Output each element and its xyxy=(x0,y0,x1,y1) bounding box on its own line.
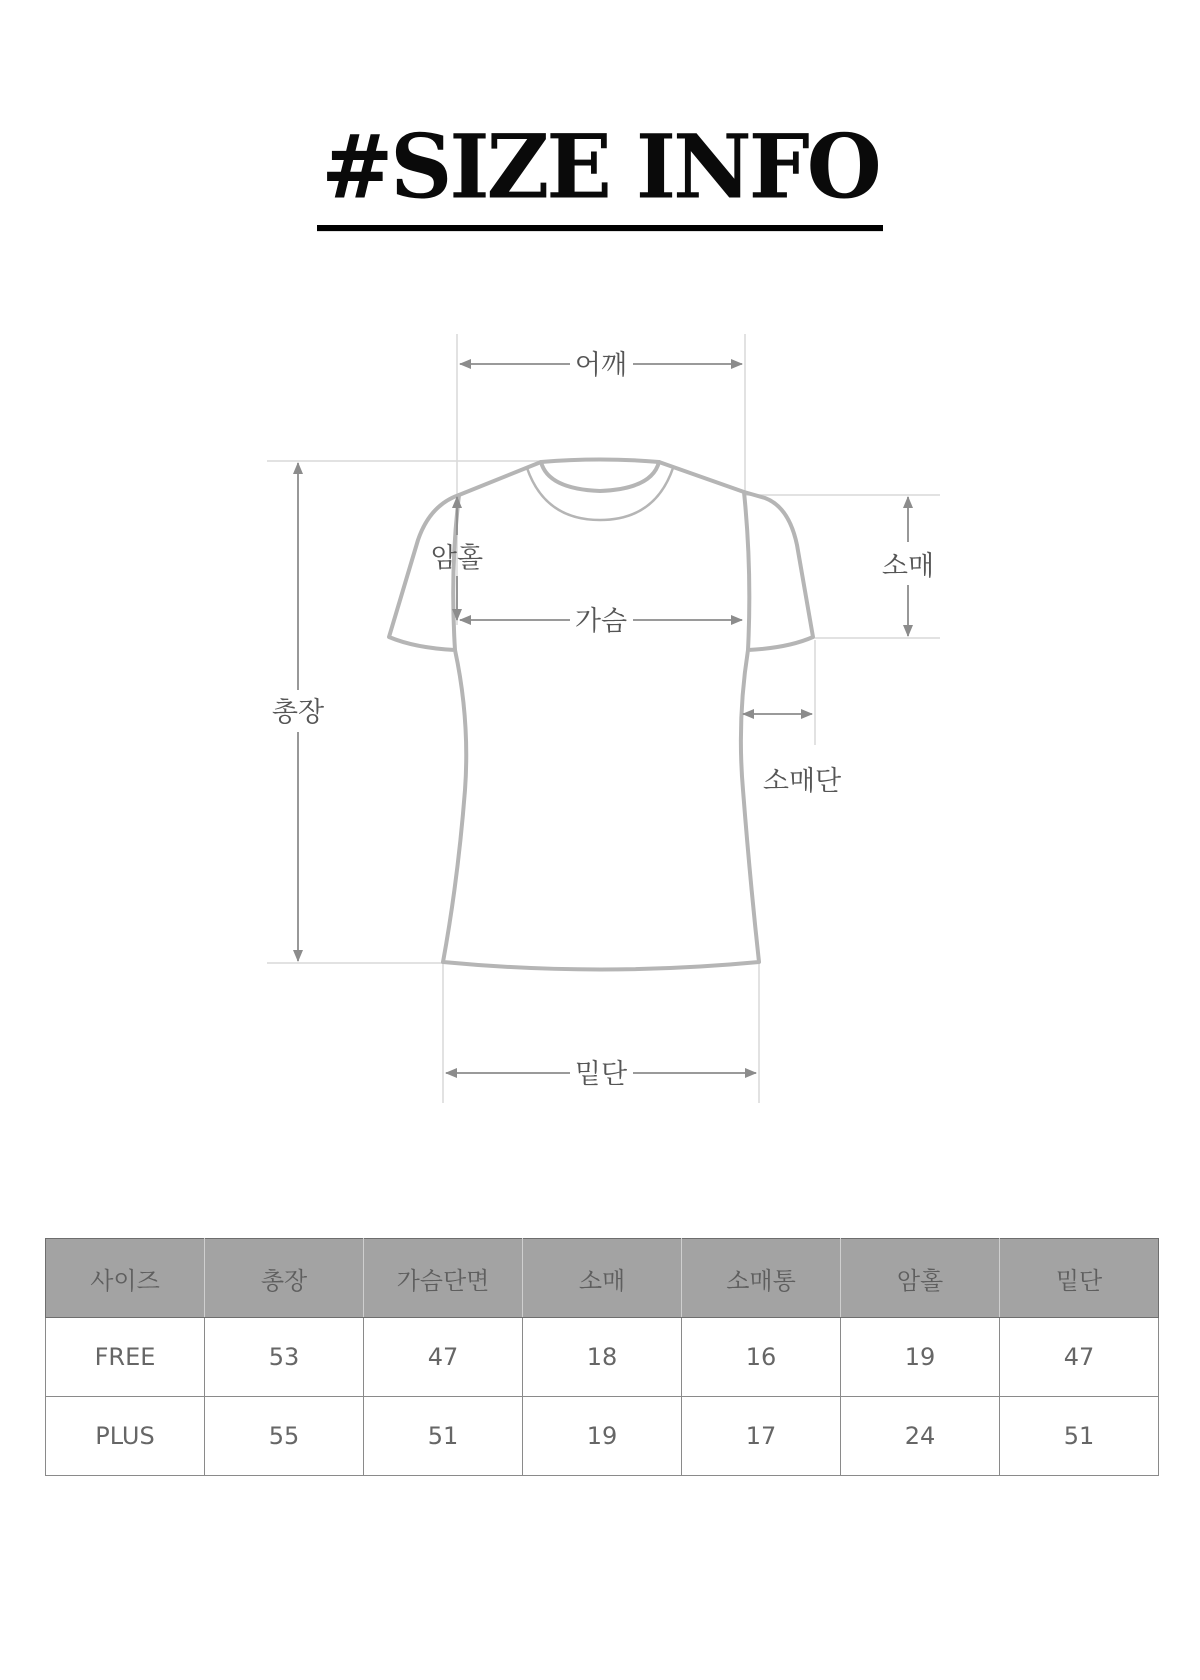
table-cell: 53 xyxy=(205,1318,364,1397)
table-cell: 47 xyxy=(364,1318,523,1397)
table-row xyxy=(46,1397,1159,1476)
label-sleeve: 소매 xyxy=(881,551,935,582)
table-row xyxy=(46,1318,1159,1397)
table-cell: 19 xyxy=(523,1397,682,1476)
table-cell: 19 xyxy=(841,1318,1000,1397)
header-sleeve-width: 소매통 xyxy=(682,1239,841,1318)
table-header-row xyxy=(46,1239,1159,1318)
label-armhole: 암홀 xyxy=(430,543,484,574)
table-cell: 18 xyxy=(523,1318,682,1397)
header-armhole: 암홀 xyxy=(841,1239,1000,1318)
table-cell: 47 xyxy=(1000,1318,1159,1397)
guide-lines xyxy=(267,334,940,1103)
table-cell: PLUS xyxy=(46,1397,205,1476)
header-total-length: 총장 xyxy=(205,1239,364,1318)
header-chest-width: 가슴단면 xyxy=(364,1239,523,1318)
table-cell: 55 xyxy=(205,1397,364,1476)
table-cell: 24 xyxy=(841,1397,1000,1476)
header-sleeve: 소매 xyxy=(523,1239,682,1318)
table-cell: 51 xyxy=(1000,1397,1159,1476)
table-cell: 51 xyxy=(364,1397,523,1476)
label-shoulder: 어깨 xyxy=(574,350,628,381)
label-total-length: 총장 xyxy=(271,697,325,728)
size-table xyxy=(45,1238,1159,1476)
label-sleeve-hem: 소매단 xyxy=(762,766,842,797)
table-cell: 17 xyxy=(682,1397,841,1476)
table-cell: FREE xyxy=(46,1318,205,1397)
page-title: #SIZE INFO xyxy=(317,117,882,231)
table-cell: 16 xyxy=(682,1318,841,1397)
label-hem: 밑단 xyxy=(574,1059,628,1090)
label-chest: 가슴 xyxy=(574,606,628,637)
measurement-arrows xyxy=(298,364,908,1073)
header-size: 사이즈 xyxy=(46,1239,205,1318)
header-hem: 밑단 xyxy=(1000,1239,1159,1318)
